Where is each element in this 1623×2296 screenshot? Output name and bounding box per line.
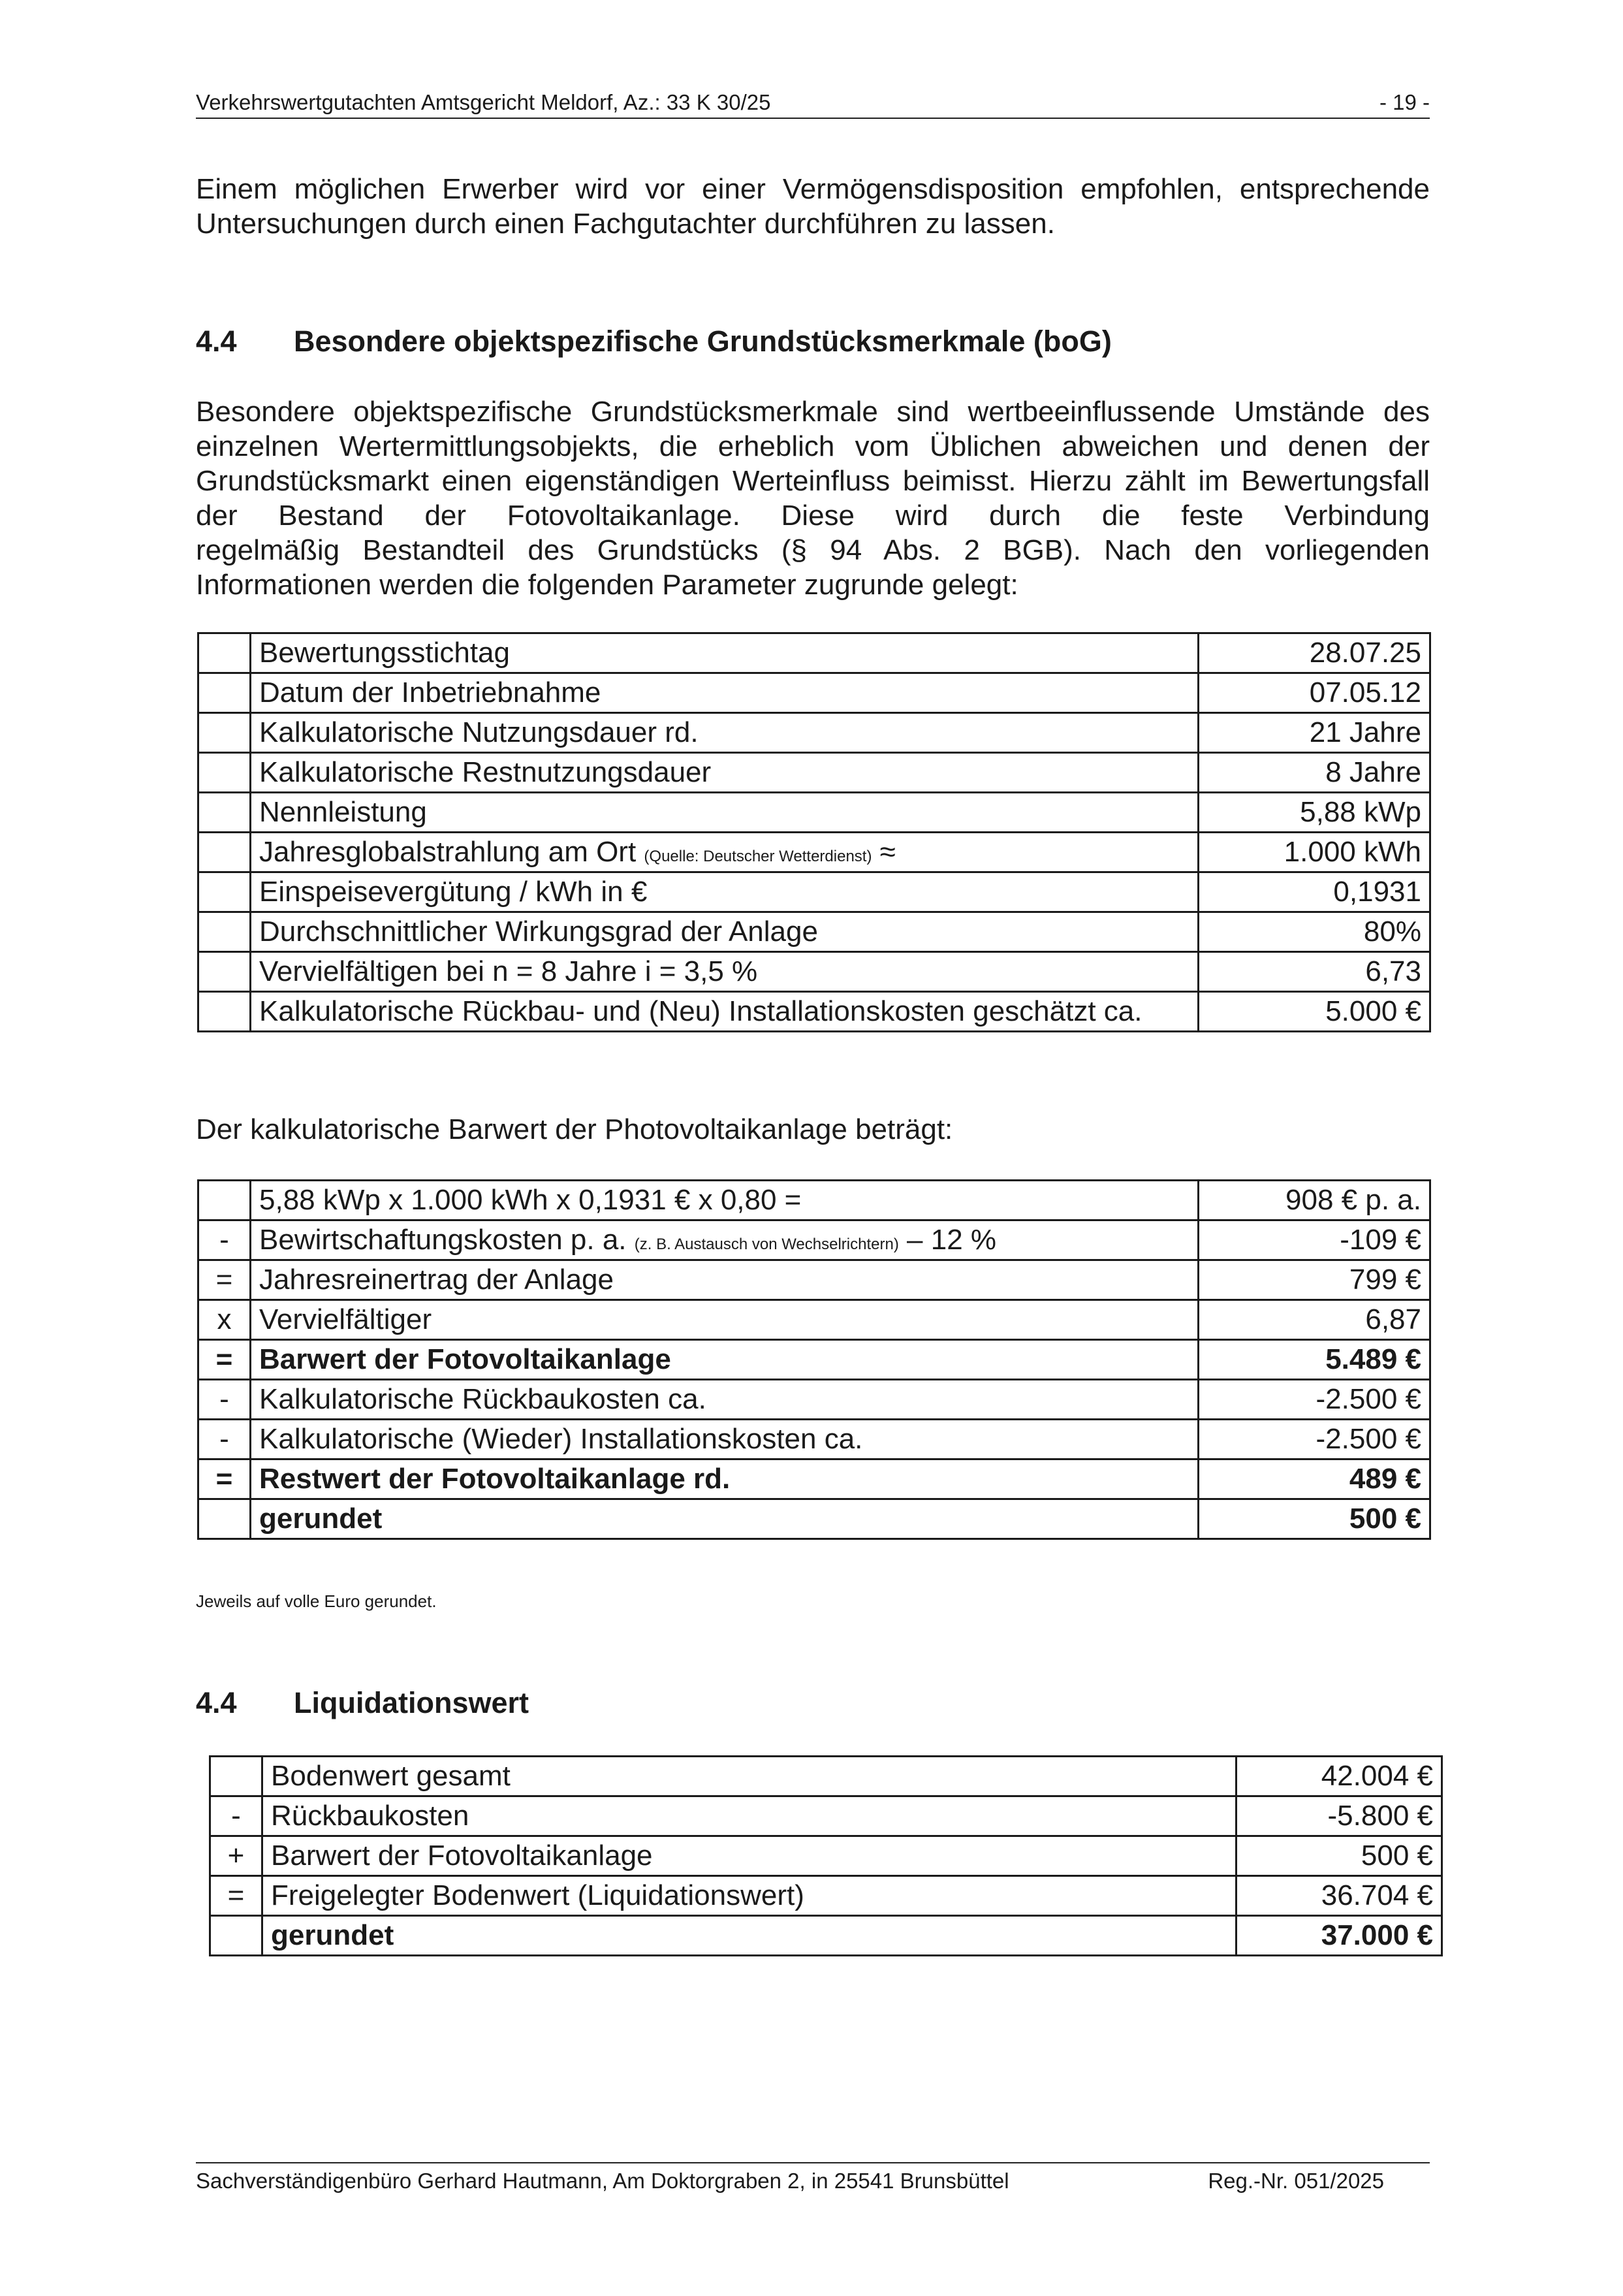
table-row: [198, 1220, 1430, 1260]
bog-paragraph: [196, 394, 1430, 602]
table-row: [198, 793, 1430, 833]
table-row: [198, 1420, 1430, 1459]
param-value: 0,1931: [1199, 872, 1430, 912]
row-label: Bewirtschaftungskosten p. a. (z. B. Austausch von Wechselrichtern) – 12 %: [251, 1220, 1199, 1260]
parameters-table: [197, 632, 1431, 1032]
row-value: 36.704 €: [1237, 1876, 1442, 1916]
paragraph-line: einzelnen Wertermittlungsobjekts, die erheblich vom Üblichen abweichen und denen der: [196, 430, 1430, 462]
row-label: gerundet: [262, 1916, 1237, 1956]
row-label: Kalkulatorische Rückbaukosten ca.: [251, 1380, 1199, 1420]
table-row: [198, 673, 1430, 713]
table-row: [198, 872, 1430, 912]
row-value: 799 €: [1199, 1260, 1430, 1300]
row-value: 500 €: [1237, 1836, 1442, 1876]
param-label: Einspeisevergütung / kWh in €: [251, 872, 1199, 912]
param-value: 8 Jahre: [1199, 753, 1430, 793]
paragraph-line: Besondere objektspezifische Grundstücksmerkmale sind wertbeeinflussende Umstände des: [196, 396, 1430, 428]
footer-address: Sachverständigenbüro Gerhard Hautmann, Am Doktorgraben 2, in 25541 Brunsbüttel: [196, 2169, 1009, 2193]
param-value: 6,73: [1199, 952, 1430, 992]
table-row: [198, 753, 1430, 793]
row-operator: =: [210, 1876, 262, 1916]
row-label: Barwert der Fotovoltaikanlage: [262, 1836, 1237, 1876]
param-value: 80%: [1199, 912, 1430, 952]
row-label: Jahresreinertrag der Anlage: [251, 1260, 1199, 1300]
param-label: Jahresglobalstrahlung am Ort (Quelle: Deutscher Wetterdienst) ≈: [251, 833, 1199, 872]
row-operator: [198, 1181, 251, 1220]
row-label: Barwert der Fotovoltaikanlage: [251, 1340, 1199, 1380]
row-label: Kalkulatorische (Wieder) Installationskosten ca.: [251, 1420, 1199, 1459]
row-operator: x: [198, 1300, 251, 1340]
table-row: [198, 833, 1430, 872]
row-label: Vervielfältiger: [251, 1300, 1199, 1340]
param-label: Kalkulatorische Restnutzungsdauer: [251, 753, 1199, 793]
param-label: Bewertungsstichtag: [251, 633, 1199, 673]
row-value: -2.500 €: [1199, 1380, 1430, 1420]
table-row: [198, 633, 1430, 673]
section-number: 4.4: [196, 1686, 237, 1719]
section-title: Liquidationswert: [294, 1686, 529, 1719]
section-heading-liquidation: [196, 1686, 529, 1720]
row-label: 5,88 kWp x 1.000 kWh x 0,1931 € x 0,80 =: [251, 1181, 1199, 1220]
row-operator: -: [210, 1796, 262, 1836]
row-value: 500 €: [1199, 1499, 1430, 1539]
row-operator: [210, 1916, 262, 1956]
param-value: 28.07.25: [1199, 633, 1430, 673]
table-row-total: [198, 1459, 1430, 1499]
table-row: [198, 912, 1430, 952]
row-value: -109 €: [1199, 1220, 1430, 1260]
table-row: [198, 1380, 1430, 1420]
table-row: [198, 992, 1430, 1032]
row-operator: =: [198, 1260, 251, 1300]
row-value: -2.500 €: [1199, 1420, 1430, 1459]
row-operator: +: [210, 1836, 262, 1876]
row-label: Freigelegter Bodenwert (Liquidationswert): [262, 1876, 1237, 1916]
page-footer: [196, 2162, 1430, 2193]
row-operator: -: [198, 1380, 251, 1420]
page-number: - 19 -: [1379, 90, 1430, 114]
param-label: Vervielfältigen bei n = 8 Jahre i = 3,5 %: [251, 952, 1199, 992]
section-number: 4.4: [196, 325, 237, 358]
table-row: [210, 1876, 1442, 1916]
row-value: 908 € p. a.: [1199, 1181, 1430, 1220]
row-value: 42.004 €: [1237, 1757, 1442, 1796]
row-label: Rückbaukosten: [262, 1796, 1237, 1836]
header-title: Verkehrswertgutachten Amtsgericht Meldorf, Az.: 33 K 30/25: [196, 90, 771, 114]
intro-paragraph: Einem möglichen Erwerber wird vor einer Vermögensdisposition empfohlen, entsprechende Untersuchungen durch einen Fachgutachter durchführen zu lassen.: [196, 173, 1430, 240]
param-label: Kalkulatorische Nutzungsdauer rd.: [251, 713, 1199, 753]
param-label: Durchschnittlicher Wirkungsgrad der Anlage: [251, 912, 1199, 952]
param-value: 07.05.12: [1199, 673, 1430, 713]
table-row: [198, 713, 1430, 753]
param-label: Kalkulatorische Rückbau- und (Neu) Installationskosten geschätzt ca.: [251, 992, 1199, 1032]
param-value: 1.000 kWh: [1199, 833, 1430, 872]
row-value: -5.800 €: [1237, 1796, 1442, 1836]
row-operator: =: [198, 1340, 251, 1380]
row-value: 6,87: [1199, 1300, 1430, 1340]
page-header: [196, 90, 1430, 119]
barwert-intro: Der kalkulatorische Barwert der Photovoltaikanlage beträgt:: [196, 1113, 953, 1145]
section-title: Besondere objektspezifische Grundstücksmerkmale (boG): [294, 325, 1112, 358]
row-operator: [198, 1499, 251, 1539]
table-row-total: [198, 1340, 1430, 1380]
table-row: [210, 1796, 1442, 1836]
table-row: [198, 1181, 1430, 1220]
row-value: 5.489 €: [1199, 1340, 1430, 1380]
rounding-note: Jeweils auf volle Euro gerundet.: [196, 1591, 437, 1611]
row-label: Restwert der Fotovoltaikanlage rd.: [251, 1459, 1199, 1499]
row-label: Bodenwert gesamt: [262, 1757, 1237, 1796]
paragraph-line: regelmäßig Bestandteil des Grundstücks (§ 94 Abs. 2 BGB). Nach den vorliegenden: [196, 534, 1430, 566]
param-label: Datum der Inbetriebnahme: [251, 673, 1199, 713]
table-row: [198, 1260, 1430, 1300]
param-value: 5,88 kWp: [1199, 793, 1430, 833]
paragraph-line: Grundstücksmarkt einen eigenständigen Werteinfluss beimisst. Hierzu zählt im Bewertungsfall: [196, 465, 1430, 497]
table-row: [210, 1836, 1442, 1876]
liquidation-table: [209, 1755, 1443, 1956]
cost-note: (z. B. Austausch von Wechselrichtern): [634, 1236, 899, 1253]
row-value: 489 €: [1199, 1459, 1430, 1499]
table-row: [198, 952, 1430, 992]
row-operator: =: [198, 1459, 251, 1499]
table-row: [210, 1757, 1442, 1796]
source-note: (Quelle: Deutscher Wetterdienst): [644, 848, 872, 865]
row-value: 37.000 €: [1237, 1916, 1442, 1956]
table-row: [198, 1300, 1430, 1340]
table-row-rounded: [198, 1499, 1430, 1539]
footer-reg-number: Reg.-Nr. 051/2025: [1208, 2169, 1384, 2193]
param-value: 21 Jahre: [1199, 713, 1430, 753]
barwert-table: [197, 1179, 1431, 1540]
paragraph-line: Informationen werden die folgenden Parameter zugrunde gelegt:: [196, 569, 1018, 601]
param-value: 5.000 €: [1199, 992, 1430, 1032]
paragraph-line: der Bestand der Fotovoltaikanlage. Diese wird durch die feste Verbindung: [196, 500, 1430, 532]
table-row-rounded: [210, 1916, 1442, 1956]
section-heading-bog: [196, 325, 1112, 359]
row-operator: -: [198, 1220, 251, 1260]
row-operator: [210, 1757, 262, 1796]
param-label: Nennleistung: [251, 793, 1199, 833]
row-label: gerundet: [251, 1499, 1199, 1539]
row-operator: -: [198, 1420, 251, 1459]
